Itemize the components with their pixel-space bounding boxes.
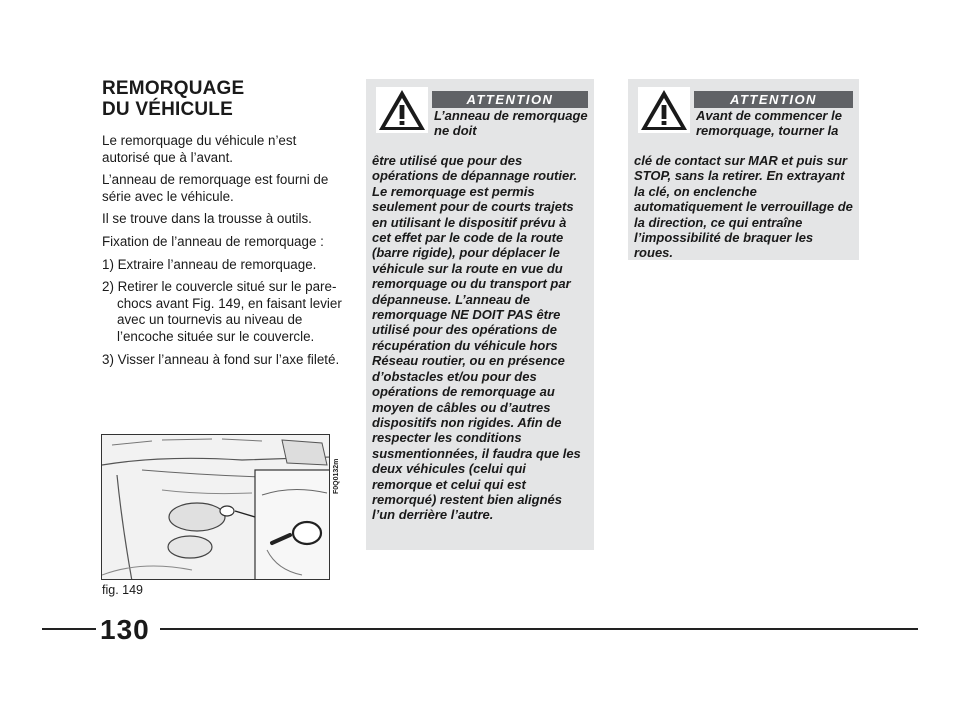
paragraph: Il se trouve dans la trousse à outils. <box>102 211 312 227</box>
bumper-illustration <box>102 435 330 580</box>
paragraph: Le remorquage du véhicule n’est autorisé que à l’avant. <box>102 133 297 165</box>
section-title-line-2: DU VÉHICULE <box>102 99 233 120</box>
paragraph: L’anneau de remorquage est fourni de série avec le véhicule. <box>102 172 329 204</box>
warning-box-1 <box>366 79 594 550</box>
warning-triangle-icon <box>376 87 428 133</box>
page-number: 130 <box>100 614 150 645</box>
figure-149-illustration <box>101 434 330 580</box>
warning-header <box>372 83 588 153</box>
figure-caption: fig. 149 <box>102 583 144 597</box>
attention-label: ATTENTION <box>694 91 853 108</box>
steps-list <box>102 257 347 369</box>
warning-lead-text: Avant de commencer le remorquage, tourner la <box>696 108 842 139</box>
section-title-line-1: REMORQUAGE <box>102 78 245 99</box>
step-item: 3) Visser l’anneau à fond sur l’axe fileté. <box>102 351 340 367</box>
warning-header <box>634 83 853 153</box>
attention-label: ATTENTION <box>432 91 588 108</box>
warning-text: clé de contact sur MAR et puis sur STOP, sans la retirer. En extrayant la clé, on enclenche automatiquement le verrouillage de la direction, ce qui entraîne l’impossibilité de braquer les roues. <box>634 153 853 261</box>
step-item: 2) Retirer le couvercle situé sur le pare-chocs avant Fig. 149, en faisant levier avec un tournevis au niveau de l’encoche située sur le couvercle. <box>102 279 342 344</box>
section-title <box>102 78 342 120</box>
footer-rule-left <box>42 628 96 630</box>
warning-triangle-icon <box>638 87 690 133</box>
section-body <box>102 133 347 374</box>
step-item: 1) Extraire l’anneau de remorquage. <box>102 256 317 272</box>
footer-rule-right <box>160 628 918 630</box>
figure-code: F0Q0132m <box>333 458 340 494</box>
warning-text: être utilisé que pour des opérations de dépannage routier. Le remorquage est permis seulement pour de courts trajets en utilisant le dispositif prévu à cet effet par le code de la route (barre rigide), pour déplacer le véhicule sur la route en vue du remorquage ou du transport par dépanneuse. L’anneau de remorquage NE DOIT PAS être utilisé pour des opérations de récupération du véhicule hors Réseau routier, ou en présence d’obstacles et/ou pour des opérations de remorquage au moyen de câbles ou d’autres dispositifs non rigides. Afin de respecter les conditions susmentionnées, il faudra que les deux véhicules (celui qui remorque et celui qui est remorqué) restent bien alignés l’un derrière l’autre. <box>372 153 581 523</box>
warning-box-2 <box>628 79 859 260</box>
paragraph: Fixation de l’anneau de remorquage : <box>102 233 324 249</box>
warning-lead-text: L’anneau de remorquage ne doit <box>434 108 588 139</box>
